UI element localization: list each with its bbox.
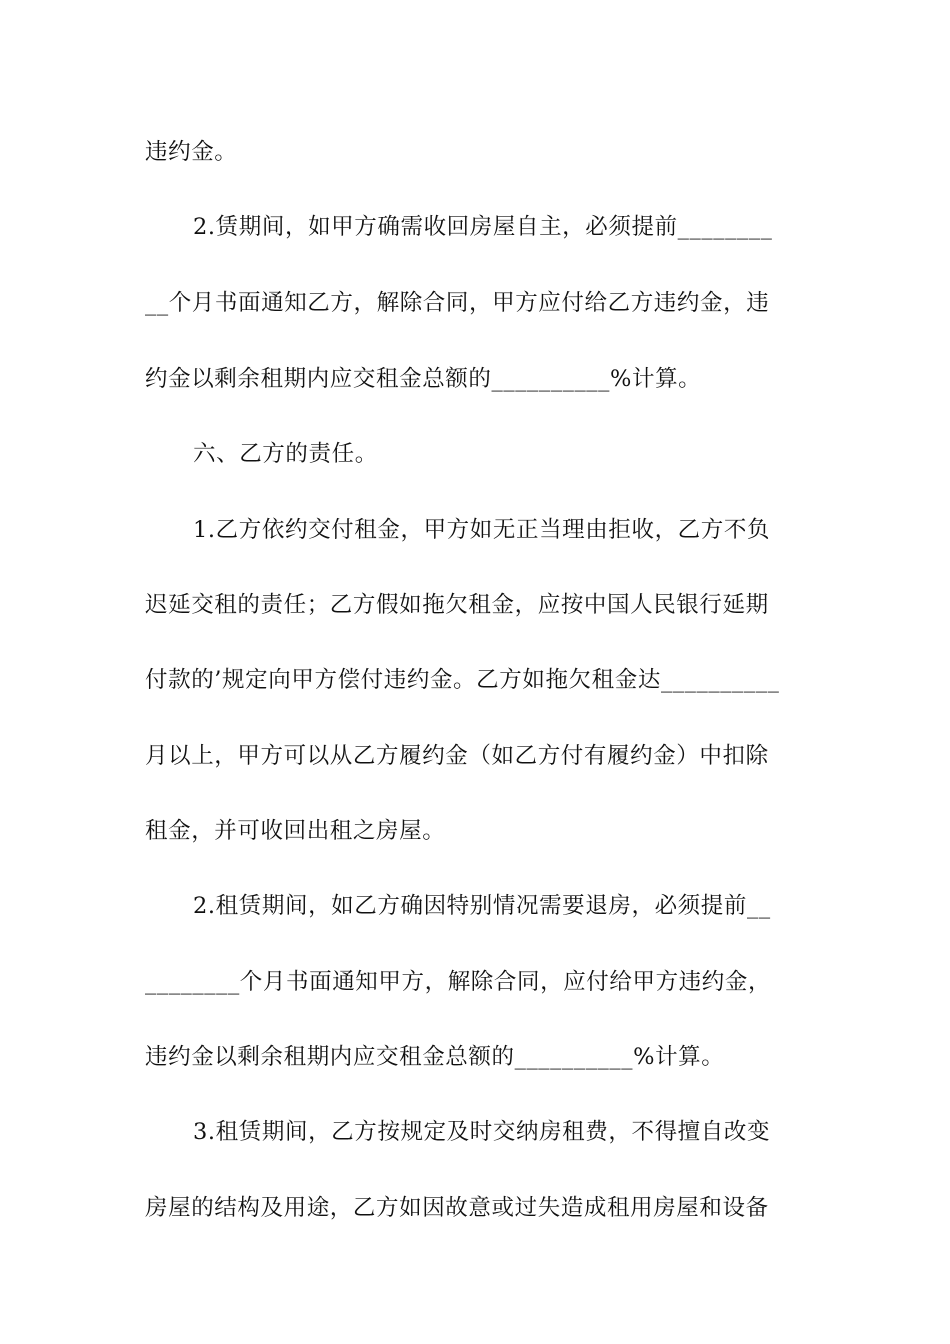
text-line: 1.乙方依约交付租金，甲方如无正当理由拒收，乙方不负 — [193, 517, 771, 543]
text-line: __个月书面通知乙方，解除合同，甲方应付给乙方违约金，违 — [145, 290, 770, 316]
text-line: 2.租赁期间，如乙方确因特别情况需要退房，必须提前__ — [193, 893, 771, 919]
text-line: 付款的’规定向甲方偿付违约金。乙方如拖欠租金达__________ — [145, 667, 780, 693]
text-line: 违约金以剩余租期内应交租金总额的__________%计算。 — [145, 1044, 725, 1070]
text-line: ________个月书面通知甲方，解除合同，应付给甲方违约金， — [145, 969, 772, 995]
text-line: 房屋的结构及用途，乙方如因故意或过失造成租用房屋和设备 — [145, 1195, 769, 1221]
text-line: 租金，并可收回出租之房屋。 — [145, 818, 446, 844]
text-line: 月以上，甲方可以从乙方履约金（如乙方付有履约金）中扣除 — [145, 743, 769, 769]
text-line: 2.赁期间，如甲方确需收回房屋自主，必须提前________ — [193, 214, 773, 240]
text-line: 约金以剩余租期内应交租金总额的__________%计算。 — [145, 366, 702, 392]
text-line: 3.租赁期间，乙方按规定及时交纳房租费，不得擅自改变 — [193, 1119, 771, 1145]
text-line: 迟延交租的责任；乙方假如拖欠租金，应按中国人民银行延期 — [145, 592, 769, 618]
text-line: 违约金。 — [145, 139, 238, 165]
section-heading: 六、乙方的责任。 — [193, 441, 378, 467]
